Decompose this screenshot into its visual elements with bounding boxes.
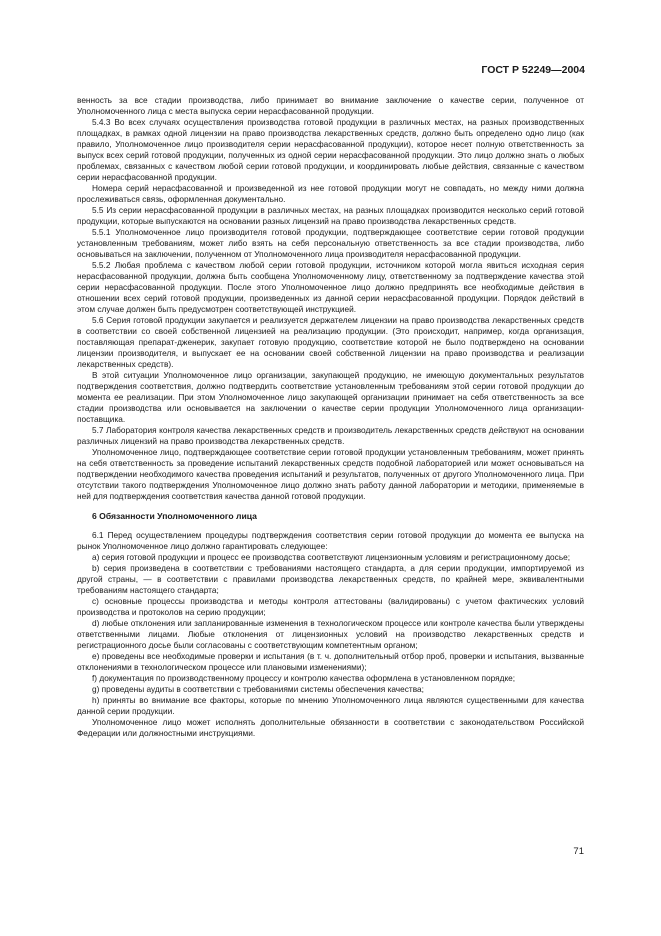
list-item-a: a) серия готовой продукции и процесс ее производства соответствуют лицензионным условиям и регистрационному досье; (92, 552, 571, 562)
paragraph-5-6-situation: В этой ситуации Уполномоченное лицо организации, закупающей продукцию, не имеющую документальных результатов подтверждения соответствия, должно подтвердить соответствие установленным требованиям этой серии готовой продукции до момента ее реализации. При этом Уполномоченное лицо закупающей организации принимает на себя ответственность за все стадии производства или основывается на заключении о качестве серии продукции Уполномоченного лица организации-поставщика. (77, 370, 584, 424)
document-body (77, 95, 584, 739)
paragraph-6-1: 6.1 Перед осуществлением процедуры подтверждения соответствия серии готовой продукции до момента ее выпуска на рынок Уполномоченное лицо должно гарантировать следующее: (77, 530, 584, 551)
paragraph-5-7: 5.7 Лаборатория контроля качества лекарственных средств и производитель лекарственных средств действуют на основании различных лицензий на право производства лекарственных средств. (77, 425, 584, 446)
list-item-f: f) документация по производственному процессу и контролю качества оформлена в установленном порядке; (92, 673, 516, 683)
page-number: 71 (573, 846, 584, 857)
paragraph-5-4-3: 5.4.3 Во всех случаях осуществления производства готовой продукции в различных местах, на разных производственных площадках, в рамках одной лицензии на право производства лекарственных средств, должно быть определено одно лицо (как правило, Уполномоченное лицо производителя серии нерасфасованной продукции), которое несет полную ответственность за выпуск всех серий готовой продукции, полученных из одной серии нерасфасованной продукции. Это лицо должно знать о любых проблемах, связанных с качеством любой серии готовой продукции, и координировать любые действия, связанные с качеством серии нерасфасованной продукции. (77, 117, 584, 182)
paragraph-batch-numbers: Номера серий нерасфасованной и произведенной из нее готовой продукции могут не совпадать, но между ними должна прослеживаться связь, оформленная документально. (77, 183, 584, 204)
paragraph-5-5-2: 5.5.2 Любая проблема с качеством любой серии готовой продукции, источником которой могла явиться исходная серия нерасфасованной продукции, должна быть сообщена Уполномоченному лицу, ответственному за подтверждение качества этой серии нерасфасованной продукции. После этого Уполномоченное лицо должно предпринять все необходимые действия в отношении всех серий готовой продукции, произведенных из данной серии нерасфасованной продукции. Порядок действий в этом случае должен быть предусмотрен соответствующей инструкцией. (77, 260, 584, 314)
paragraph-5-5-1: 5.5.1 Уполномоченное лицо производителя готовой продукции, подтверждающее соответствие серии готовой продукции установленным требованиям, может либо взять на себя персональную ответственность за все стадии производства, либо основываться на заключении, полученном от Уполномоченного лица производителя нерасфасованной продукции. (77, 227, 584, 259)
list-item-h: h) приняты во внимание все факторы, которые по мнению Уполномоченного лица являются существенными для качества данной серии продукции. (77, 695, 584, 716)
list-item-g: g) проведены аудиты в соответствии с требованиями системы обеспечения качества; (92, 684, 424, 694)
list-item-d: d) любые отклонения или запланированные изменения в технологическом процессе или контроле качества были утверждены ответственными лицами. Любые отклонения от лицензионных условий на производство лекарственных средств и регистрационного досье были согласованы с соответствующим компетентным органом; (77, 618, 584, 650)
document-code: ГОСТ Р 52249—2004 (481, 64, 585, 76)
paragraph-continuation: венность за все стадии производства, либо принимает во внимание заключение о качестве серии, полученное от Уполномоченного лица с места выпуска серии нерасфасованной продукции. (77, 95, 584, 116)
list-item-b: b) серия произведена в соответствии с требованиями настоящего стандарта, а для серии продукции, импортируемой из другой страны, — в соответствии с правилами производства лекарственных средств, по крайней мере, эквивалентными требованиям настоящего стандарта; (77, 563, 584, 595)
paragraph-additional-duties: Уполномоченное лицо может исполнять дополнительные обязанности в соответствии с законодательством Российской Федерации или должностными инструкциями. (77, 717, 584, 738)
paragraph-5-6: 5.6 Серия готовой продукции закупается и реализуется держателем лицензии на право производства лекарственных средств в соответствии со своей собственной лицензией на реализацию продукции. (Это происходит, например, когда организация, поставляющая препарат-дженерик, закупает готовую продукцию, соответствие которой не было подтверждено на основании лицензии производителя, и выпускает ее на основании своей собственной лицензии на право производства и реализации лекарственных средств). (77, 315, 584, 369)
paragraph-5-5: 5.5 Из серии нерасфасованной продукции в различных местах, на разных площадках производится несколько серий готовой продукции, которые выпускаются на основании разных лицензий на право производства лекарственных средств. (77, 205, 584, 226)
list-item-c: c) основные процессы производства и методы контроля аттестованы (валидированы) с учетом фактических условий производства и протоколов на серию продукции; (77, 596, 584, 617)
list-item-e: e) проведены все необходимые проверки и испытания (в т. ч. дополнительный отбор проб, проверки и испытания, вызванные отклонениями в технологическом процессе или плановыми изменениями); (77, 651, 584, 672)
paragraph-5-7-qp: Уполномоченное лицо, подтверждающее соответствие серии готовой продукции установленным требованиям, может принять на себя ответственность за проведение испытаний лекарственных средств подобной лабораторией или может основываться на подтверждении необходимого качества проведения испытаний и результатов, полученных от другого Уполномоченного лица. При отсутствии такого подтверждения Уполномоченное лицо должно знать работу данной лаборатории и методики, применяемые в ней для подтверждения соответствия качества данной готовой продукции. (77, 447, 584, 501)
section-heading: 6 Обязанности Уполномоченного лица (92, 511, 257, 521)
